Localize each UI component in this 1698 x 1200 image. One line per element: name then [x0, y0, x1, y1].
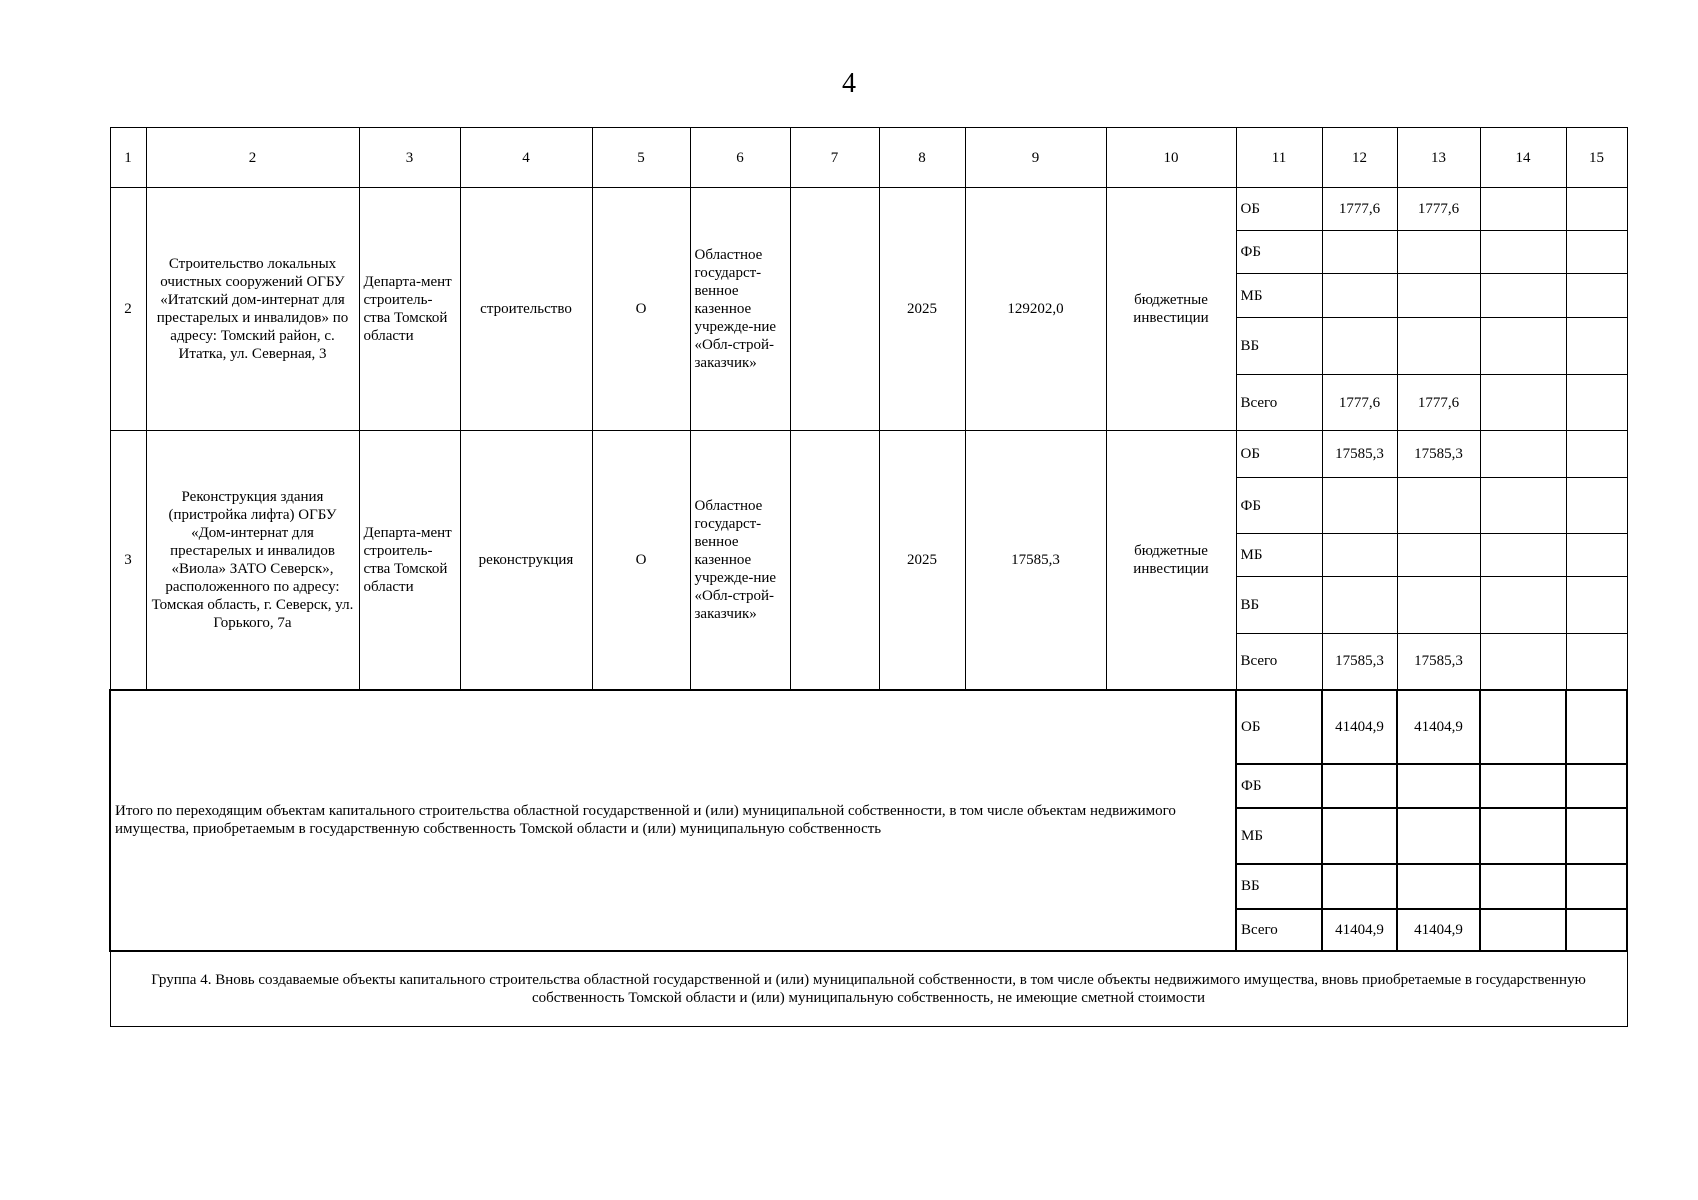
column-number-row — [110, 128, 1627, 188]
column-number: 2 — [146, 128, 359, 188]
column-number: 10 — [1106, 128, 1236, 188]
column-number: 8 — [879, 128, 965, 188]
amount-col-15 — [1566, 375, 1627, 431]
amount-col-13 — [1397, 764, 1480, 808]
amount-col-13: 41404,9 — [1397, 690, 1480, 764]
funding-source: ВБ — [1236, 318, 1322, 375]
amount-col-13 — [1397, 577, 1480, 634]
amount-col-15 — [1566, 274, 1627, 318]
row-number: 3 — [110, 431, 146, 690]
amount-col-13: 1777,6 — [1397, 375, 1480, 431]
amount-col-15 — [1566, 534, 1627, 577]
amount-col-13: 1777,6 — [1397, 188, 1480, 231]
funding-source: ФБ — [1236, 478, 1322, 534]
column-number: 11 — [1236, 128, 1322, 188]
amount-col-15 — [1566, 318, 1627, 375]
department: Департа-мент строитель-ства Томской области — [359, 188, 460, 431]
funding-source: Всего — [1236, 375, 1322, 431]
amount-col-14 — [1480, 534, 1566, 577]
funding-source: ФБ — [1236, 231, 1322, 274]
funding-source: ОБ — [1236, 188, 1322, 231]
amount-col-14 — [1480, 577, 1566, 634]
amount-col-15 — [1566, 690, 1627, 764]
amount-col-14 — [1480, 690, 1566, 764]
amount-col-13 — [1397, 534, 1480, 577]
column-number: 7 — [790, 128, 879, 188]
amount-col-12 — [1322, 577, 1397, 634]
investment-form: бюджетные инвестиции — [1106, 431, 1236, 690]
estimated-cost: 17585,3 — [965, 431, 1106, 690]
amount-col-13 — [1397, 478, 1480, 534]
customer: Областное государст-венное казенное учрежде-ние «Обл-строй-заказчик» — [690, 431, 790, 690]
amount-col-15 — [1566, 478, 1627, 534]
amount-col-14 — [1480, 431, 1566, 478]
column-number: 6 — [690, 128, 790, 188]
amount-col-12: 17585,3 — [1322, 634, 1397, 690]
column-number: 5 — [592, 128, 690, 188]
total-row — [110, 690, 1627, 764]
amount-col-14 — [1480, 274, 1566, 318]
amount-col-12 — [1322, 808, 1397, 864]
amount-col-12 — [1322, 478, 1397, 534]
amount-col-13 — [1397, 274, 1480, 318]
amount-col-12 — [1322, 864, 1397, 909]
year: 2025 — [879, 188, 965, 431]
amount-col-12: 41404,9 — [1322, 909, 1397, 951]
amount-col-15 — [1566, 188, 1627, 231]
funding-source: МБ — [1236, 534, 1322, 577]
funding-source: МБ — [1236, 808, 1322, 864]
amount-col-12 — [1322, 534, 1397, 577]
amount-col-13 — [1397, 808, 1480, 864]
group-4-heading: Группа 4. Вновь создаваемые объекты капитального строительства областной государственной и (или) муниципальной собственности, в том числе объекты недвижимого имущества, вновь приобретаемые в государственную собственность Томской области и (или) муниципальную собственность, не имеющие сметной стоимости — [110, 951, 1627, 1027]
amount-col-13 — [1397, 318, 1480, 375]
work-type: реконструкция — [460, 431, 592, 690]
page-number: 4 — [842, 68, 856, 99]
row-number: 2 — [110, 188, 146, 431]
amount-col-12: 1777,6 — [1322, 375, 1397, 431]
amount-col-13 — [1397, 864, 1480, 909]
funding-source: МБ — [1236, 274, 1322, 318]
table-row — [110, 431, 1627, 478]
column-number: 9 — [965, 128, 1106, 188]
amount-col-15 — [1566, 909, 1627, 951]
amount-col-15 — [1566, 764, 1627, 808]
amount-col-15 — [1566, 231, 1627, 274]
funding-source: Всего — [1236, 909, 1322, 951]
column-number: 4 — [460, 128, 592, 188]
funding-source: ОБ — [1236, 431, 1322, 478]
funding-source: Всего — [1236, 634, 1322, 690]
amount-col-12 — [1322, 274, 1397, 318]
amount-col-13: 17585,3 — [1397, 634, 1480, 690]
column-number: 12 — [1322, 128, 1397, 188]
amount-col-13: 41404,9 — [1397, 909, 1480, 951]
year: 2025 — [879, 431, 965, 690]
investment-form: бюджетные инвестиции — [1106, 188, 1236, 431]
amount-col-14 — [1480, 808, 1566, 864]
amount-col-14 — [1480, 478, 1566, 534]
amount-col-14 — [1480, 231, 1566, 274]
amount-col-14 — [1480, 864, 1566, 909]
object-name: Реконструкция здания (пристройка лифта) ОГБУ «Дом-интернат для престарелых и инвалидов «Виола» ЗАТО Северск», расположенного по адресу: Томская область, г. Северск, ул. Горького, 7а — [146, 431, 359, 690]
amount-col-12 — [1322, 231, 1397, 274]
amount-col-15 — [1566, 431, 1627, 478]
amount-col-13 — [1397, 231, 1480, 274]
estimated-cost: 129202,0 — [965, 188, 1106, 431]
amount-col-15 — [1566, 577, 1627, 634]
table-row — [110, 188, 1627, 231]
amount-col-14 — [1480, 909, 1566, 951]
group-heading-row — [110, 951, 1627, 1027]
column-7-value — [790, 431, 879, 690]
amount-col-14 — [1480, 634, 1566, 690]
amount-col-15 — [1566, 864, 1627, 909]
column-number: 13 — [1397, 128, 1480, 188]
amount-col-14 — [1480, 188, 1566, 231]
amount-col-12: 41404,9 — [1322, 690, 1397, 764]
amount-col-12 — [1322, 764, 1397, 808]
amount-col-13: 17585,3 — [1397, 431, 1480, 478]
column-number: 14 — [1480, 128, 1566, 188]
column-5-value: О — [592, 431, 690, 690]
column-number: 1 — [110, 128, 146, 188]
capital-construction-table — [109, 127, 1628, 1027]
amount-col-14 — [1480, 764, 1566, 808]
amount-col-12 — [1322, 318, 1397, 375]
customer: Областное государст-венное казенное учрежде-ние «Обл-строй-заказчик» — [690, 188, 790, 431]
total-label: Итого по переходящим объектам капитального строительства областной государственной и (или) муниципальной собственности, в том числе объектам недвижимого имущества, приобретаемым в государственную собственность Томской области и (или) муниципальную собственность — [110, 690, 1236, 951]
amount-col-12: 1777,6 — [1322, 188, 1397, 231]
amount-col-15 — [1566, 808, 1627, 864]
funding-source: ВБ — [1236, 864, 1322, 909]
object-name: Строительство локальных очистных сооружений ОГБУ «Итатский дом-интернат для престарелых и инвалидов» по адресу: Томский район, с. Итатка, ул. Северная, 3 — [146, 188, 359, 431]
column-5-value: О — [592, 188, 690, 431]
column-7-value — [790, 188, 879, 431]
column-number: 15 — [1566, 128, 1627, 188]
amount-col-12: 17585,3 — [1322, 431, 1397, 478]
amount-col-14 — [1480, 375, 1566, 431]
funding-source: ОБ — [1236, 690, 1322, 764]
amount-col-14 — [1480, 318, 1566, 375]
funding-source: ФБ — [1236, 764, 1322, 808]
amount-col-15 — [1566, 634, 1627, 690]
funding-source: ВБ — [1236, 577, 1322, 634]
column-number: 3 — [359, 128, 460, 188]
department: Департа-мент строитель-ства Томской области — [359, 431, 460, 690]
work-type: строительство — [460, 188, 592, 431]
